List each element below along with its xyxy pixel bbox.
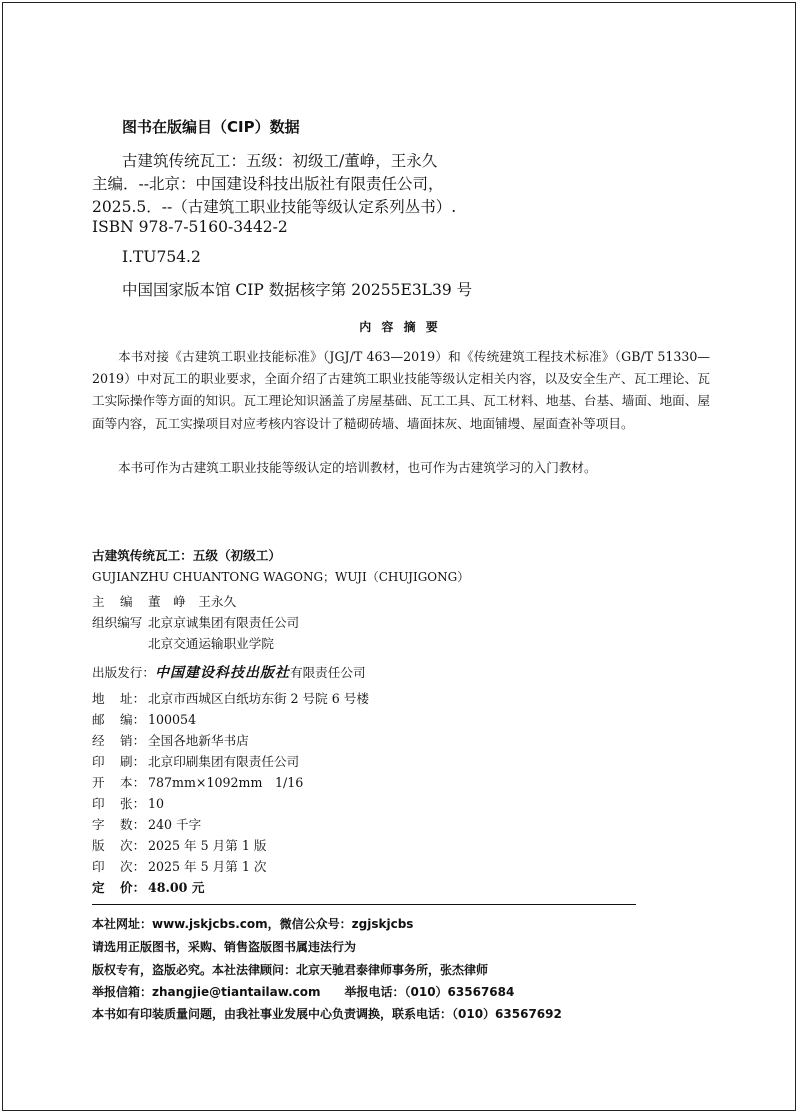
detail-row <box>92 688 369 707</box>
detail-row <box>92 835 266 854</box>
cip-line-3: 2025.5．--（古建筑工职业技能等级认定系列丛书）. <box>92 198 457 216</box>
cip-line-2: 主编．--北京：中国建设科技出版社有限责任公司， <box>92 175 444 193</box>
footer-report: 举报信箱：zhangjie@tiantailaw.com 举报电话：（010）63567684 <box>92 985 515 999</box>
detail-value: 全国各地新华书店 <box>148 733 249 748</box>
detail-label: 字 数： <box>92 817 146 832</box>
publisher-label: 出版发行： <box>92 665 155 680</box>
cip-classification: Ⅰ.TU754.2 <box>122 248 201 266</box>
footer-divider <box>92 904 636 905</box>
org-value-2: 北京交通运输职业学院 <box>148 636 274 651</box>
detail-value: 48.00 元 <box>148 880 205 895</box>
abstract-paragraph-1: 本书对接《古建筑工职业技能标准》（JGJ/T 463—2019）和《传统建筑工程技术标准》（GB/T 51330—2019）中对瓦工的职业要求，全面介绍了古建筑工职业技能等级认定相关内容，以及安全生产、瓦工理论、瓦工实际操作等方面的知识。瓦工理论知识涵盖了房屋基础、瓦工工具、瓦工材料、地基、台基、墙面、地面、屋面等内容，瓦工实操项目对应考核内容设计了糙砌砖墙、墙面抹灰、地面铺墁、屋面查补等项目。 <box>92 349 710 431</box>
book-pinyin: GUJIANZHU CHUANTONG WAGONG；WUJI（CHUJIGONG） <box>92 570 470 584</box>
editors-value: 董 峥 王永久 <box>148 594 237 609</box>
detail-row <box>92 730 249 749</box>
detail-row <box>92 751 299 770</box>
detail-row <box>92 772 303 791</box>
footer-piracy-notice: 请选用正版图书，采购、销售盗版图书属违法行为 <box>92 940 357 954</box>
detail-row <box>92 814 201 833</box>
detail-value: 北京印刷集团有限责任公司 <box>148 754 300 769</box>
publisher-row <box>92 662 366 682</box>
detail-label: 开 本： <box>92 775 146 790</box>
detail-label: 印 次： <box>92 859 146 874</box>
footer-quality: 本书如有印装质量问题，由我社事业发展中心负责调换，联系电话：（010）63567692 <box>92 1007 562 1021</box>
abstract-heading: 内 容 摘 要 <box>359 320 441 334</box>
detail-label: 定 价： <box>92 880 146 895</box>
detail-label: 印 刷： <box>92 754 146 769</box>
publisher-logo: 中国建设科技出版社 <box>154 665 290 681</box>
detail-value: 北京市西城区白纸坊东街 2 号院 6 号楼 <box>148 691 369 706</box>
abstract-paragraph-2: 本书可作为古建筑工职业技能等级认定的培训教材，也可作为古建筑学习的入门教材。 <box>118 460 597 475</box>
cip-verification: 中国国家版本馆 CIP 数据核字第 20255E3L39 号 <box>122 281 473 299</box>
detail-label: 地 址： <box>92 691 146 706</box>
detail-value: 2025 年 5 月第 1 版 <box>148 838 267 853</box>
detail-label: 版 次： <box>92 838 146 853</box>
detail-label: 印 张： <box>92 796 146 811</box>
org-row-2 <box>148 633 274 652</box>
editors-label: 主 编 <box>92 594 133 609</box>
cip-isbn: ISBN 978-7-5160-3442-2 <box>92 218 288 236</box>
org-row <box>92 612 299 631</box>
org-label: 组织编写 <box>92 615 143 630</box>
org-value-1: 北京京诚集团有限责任公司 <box>148 615 300 630</box>
detail-value: 100054 <box>148 712 197 727</box>
detail-label: 邮 编： <box>92 712 146 727</box>
book-title: 古建筑传统瓦工：五级（初级工） <box>92 548 281 563</box>
detail-row <box>92 856 266 875</box>
footer-copyright: 版权专有，盗版必究。本社法律顾问：北京天驰君泰律师事务所，张杰律师 <box>92 963 489 977</box>
detail-label: 经 销： <box>92 733 146 748</box>
detail-value: 10 <box>148 796 165 811</box>
detail-value: 240 千字 <box>148 817 202 832</box>
detail-row <box>92 793 164 812</box>
cip-line-1: 古建筑传统瓦工：五级：初级工/董峥，王永久 <box>122 152 438 170</box>
detail-value: 787mm×1092mm 1/16 <box>148 775 304 790</box>
detail-row <box>92 709 196 728</box>
footer-website: 本社网址：www.jskjcbs.com，微信公众号：zgjskjcbs <box>92 917 414 931</box>
cip-heading: 图书在版编目（CIP）数据 <box>122 118 300 136</box>
publisher-suffix: 有限责任公司 <box>289 665 366 680</box>
detail-row <box>92 877 204 896</box>
editors-row <box>92 591 236 610</box>
detail-value: 2025 年 5 月第 1 次 <box>148 859 267 874</box>
